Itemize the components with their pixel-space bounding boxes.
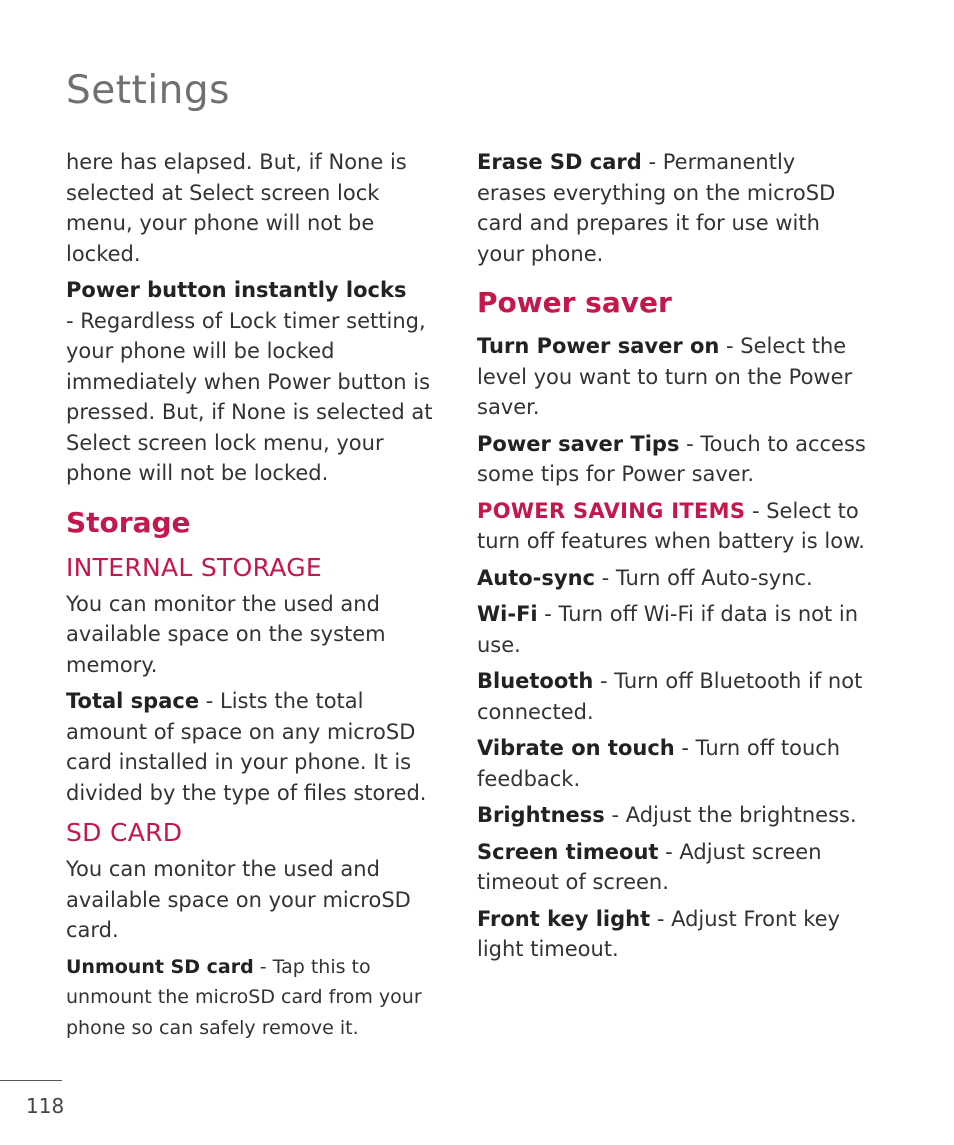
sd-card-heading: SD CARD <box>66 818 183 847</box>
power-saver-item <box>477 837 869 898</box>
power-saver-heading: Power saver <box>477 286 672 319</box>
item-term: Screen timeout <box>477 839 659 864</box>
item-desc: - Adjust the brightness. <box>604 803 857 827</box>
right-column <box>477 147 869 971</box>
item-desc: - Adjust screen timeout of screen. <box>477 839 822 894</box>
power-saving-items-entry <box>477 496 869 557</box>
unmount-entry <box>66 952 448 1044</box>
item-desc: - Adjust Front key light timeout. <box>477 906 840 961</box>
storage-heading: Storage <box>66 505 191 539</box>
page-number: 118 <box>26 1094 65 1118</box>
power-button-desc: - Regardless of Lock timer setting, your phone will be locked immediately when Power button is pressed. But, if None is selected at Select screen lock menu, your phone will not be locked. <box>66 308 433 485</box>
item-term: Auto-sync <box>477 565 595 590</box>
item-desc: - Turn off touch feedback. <box>477 736 841 791</box>
total-space-entry <box>66 686 448 808</box>
intro-paragraph: here has elapsed. But, if None is selected at Select screen lock menu, your phone will not be locked. <box>66 150 407 266</box>
power-saver-item <box>477 429 869 490</box>
item-term: Turn Power saver on <box>477 334 720 358</box>
unmount-term: Unmount SD card <box>66 955 254 978</box>
erase-sd-desc: - Permanently erases everything on the microSD card and prepares it for use with your phone. <box>477 150 836 266</box>
unmount-desc: - Tap this to unmount the microSD card from your phone so can safely remove it. <box>66 955 422 1039</box>
power-saver-item <box>477 800 869 831</box>
power-button-entry <box>66 275 448 489</box>
sd-card-desc: You can monitor the used and available space on your microSD card. <box>66 857 411 942</box>
erase-sd-term: Erase SD card <box>477 150 642 174</box>
power-saver-item <box>477 733 869 794</box>
power-saver-item <box>477 331 869 423</box>
erase-sd-entry <box>477 147 869 269</box>
item-term: Brightness <box>477 803 605 827</box>
page-title: Settings <box>66 68 230 113</box>
internal-storage-desc: You can monitor the used and available space on the system memory. <box>66 591 386 677</box>
item-desc: - Turn off Wi-Fi if data is not in use. <box>477 602 859 657</box>
item-desc: - Touch to access some tips for Power saver. <box>477 431 866 486</box>
item-term: Power saver Tips <box>477 431 680 456</box>
left-column <box>66 147 448 1049</box>
item-term: Vibrate on touch <box>477 736 675 760</box>
item-desc: - Turn off Bluetooth if not connected. <box>477 669 863 724</box>
item-desc: - Select to turn off features when battery is low. <box>477 498 865 553</box>
power-saver-item <box>477 666 869 727</box>
internal-storage-heading: INTERNAL STORAGE <box>66 552 322 582</box>
item-term: Front key light <box>477 906 651 931</box>
total-space-desc: - Lists the total amount of space on any microSD card installed in your phone. It is divided by the type of files stored. <box>66 689 427 805</box>
power-button-term: Power button instantly locks <box>66 278 407 302</box>
power-saver-item <box>477 599 869 660</box>
item-desc: - Select the level you want to turn on the Power saver. <box>477 334 853 419</box>
item-term: POWER SAVING ITEMS <box>477 498 746 523</box>
total-space-term: Total space <box>66 689 200 713</box>
footer-divider <box>0 1080 62 1081</box>
power-saver-item <box>477 904 869 965</box>
item-term: Bluetooth <box>477 669 594 693</box>
item-desc: - Turn off Auto-sync. <box>594 565 813 590</box>
item-term: Wi-Fi <box>477 602 538 626</box>
power-saver-item <box>477 563 869 594</box>
